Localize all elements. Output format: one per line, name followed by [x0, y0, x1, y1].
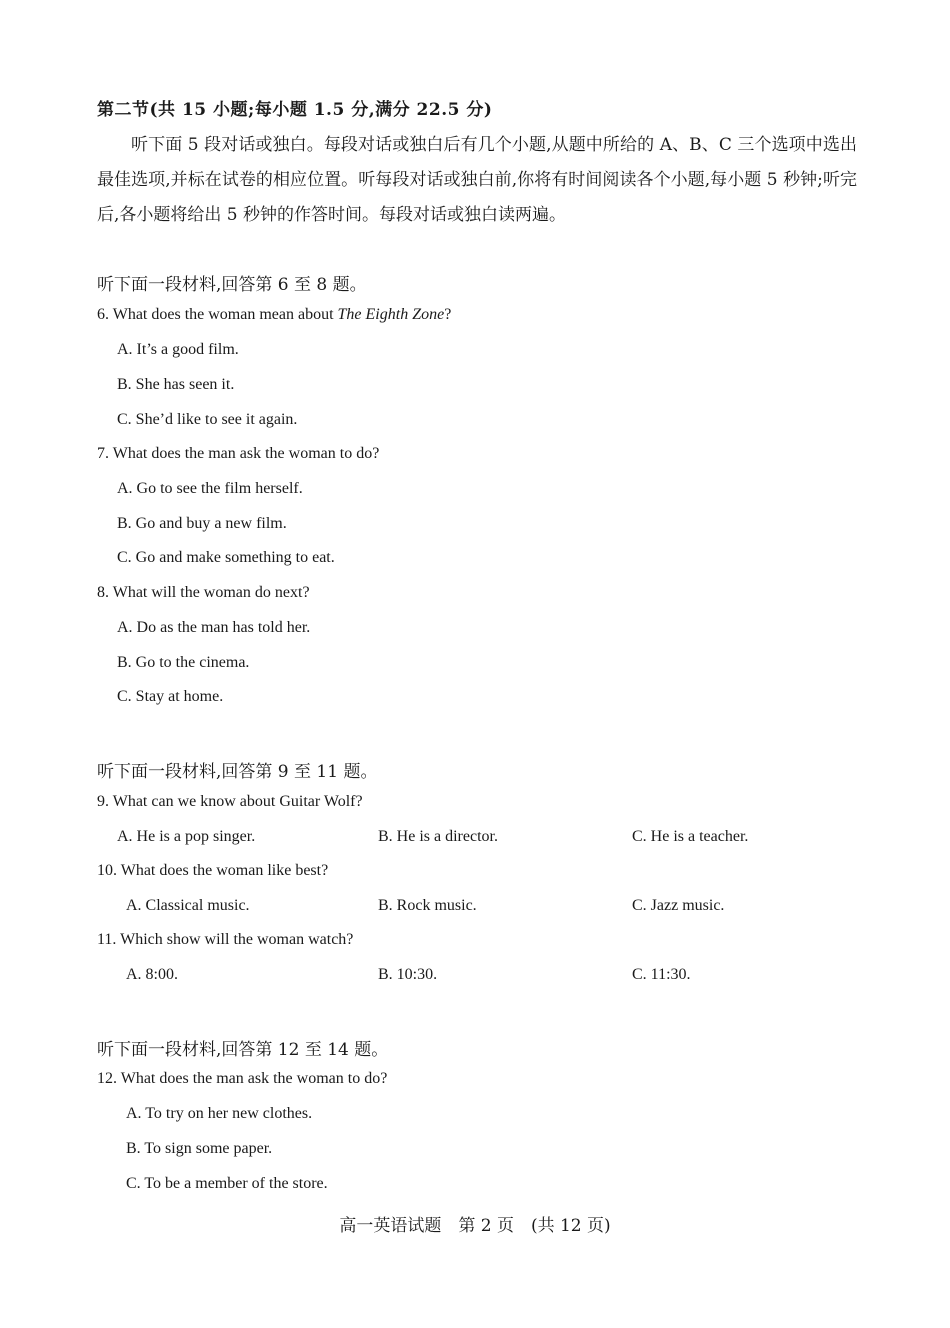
option-b: B. 10:30. [378, 966, 438, 983]
option-c: C. To be a member of the store. [126, 1175, 328, 1192]
question-8: 8. What will the woman do next? [97, 584, 310, 601]
passage-intro: 听下面一段材料,回答第 6 至 8 题。 [97, 275, 367, 295]
section-title: 第二节(共 15 小题;每小题 1.5 分,满分 22.5 分) [97, 100, 493, 120]
option-a: A. Do as the man has told her. [117, 619, 311, 636]
option-b: B. She has seen it. [117, 376, 235, 393]
option-c: C. She’d like to see it again. [117, 411, 298, 428]
question-stem: 6. What does the woman mean about [97, 306, 338, 323]
option-b: B. He is a director. [378, 828, 498, 845]
question-10: 10. What does the woman like best? [97, 862, 329, 879]
page-footer: 高一英语试题 第 2 页 (共 12 页) [339, 1216, 611, 1236]
question-6 [97, 306, 451, 324]
option-a: A. 8:00. [126, 966, 178, 983]
option-a: A. Go to see the film herself. [117, 480, 303, 497]
option-a: A. He is a pop singer. [117, 828, 256, 845]
option-c: C. Go and make something to eat. [117, 549, 335, 566]
passage-intro: 听下面一段材料,回答第 12 至 14 题。 [97, 1040, 389, 1060]
option-a: A. It’s a good film. [117, 341, 239, 358]
option-a: A. To try on her new clothes. [126, 1105, 313, 1122]
option-a: A. Classical music. [126, 897, 250, 914]
question-11: 11. Which show will the woman watch? [97, 931, 354, 948]
passage-intro: 听下面一段材料,回答第 9 至 11 题。 [97, 762, 378, 782]
film-title: The Eighth Zone [337, 306, 445, 323]
option-b: B. Go to the cinema. [117, 654, 250, 671]
option-b: B. To sign some paper. [126, 1140, 273, 1157]
question-12: 12. What does the man ask the woman to do? [97, 1070, 388, 1087]
section-instructions: 听下面 5 段对话或独白。每段对话或独白后有几个小题,从题中所给的 A、B、C 三个选项中选出最佳选项,并标在试卷的相应位置。听每段对话或独白前,你将有时间阅读各个小题,每小题 5 秒钟;听完后,各小题将给出 5 秒钟的作答时间。每段对话或独白读两遍。 [97, 135, 857, 225]
question-mark: ? [444, 306, 452, 323]
option-b: B. Rock music. [378, 897, 477, 914]
option-c: C. Stay at home. [117, 688, 224, 705]
option-c: C. He is a teacher. [632, 828, 749, 845]
option-c: C. Jazz music. [632, 897, 725, 914]
question-7: 7. What does the man ask the woman to do? [97, 445, 380, 462]
option-c: C. 11:30. [632, 966, 691, 983]
option-b: B. Go and buy a new film. [117, 515, 287, 532]
question-9: 9. What can we know about Guitar Wolf? [97, 793, 363, 810]
